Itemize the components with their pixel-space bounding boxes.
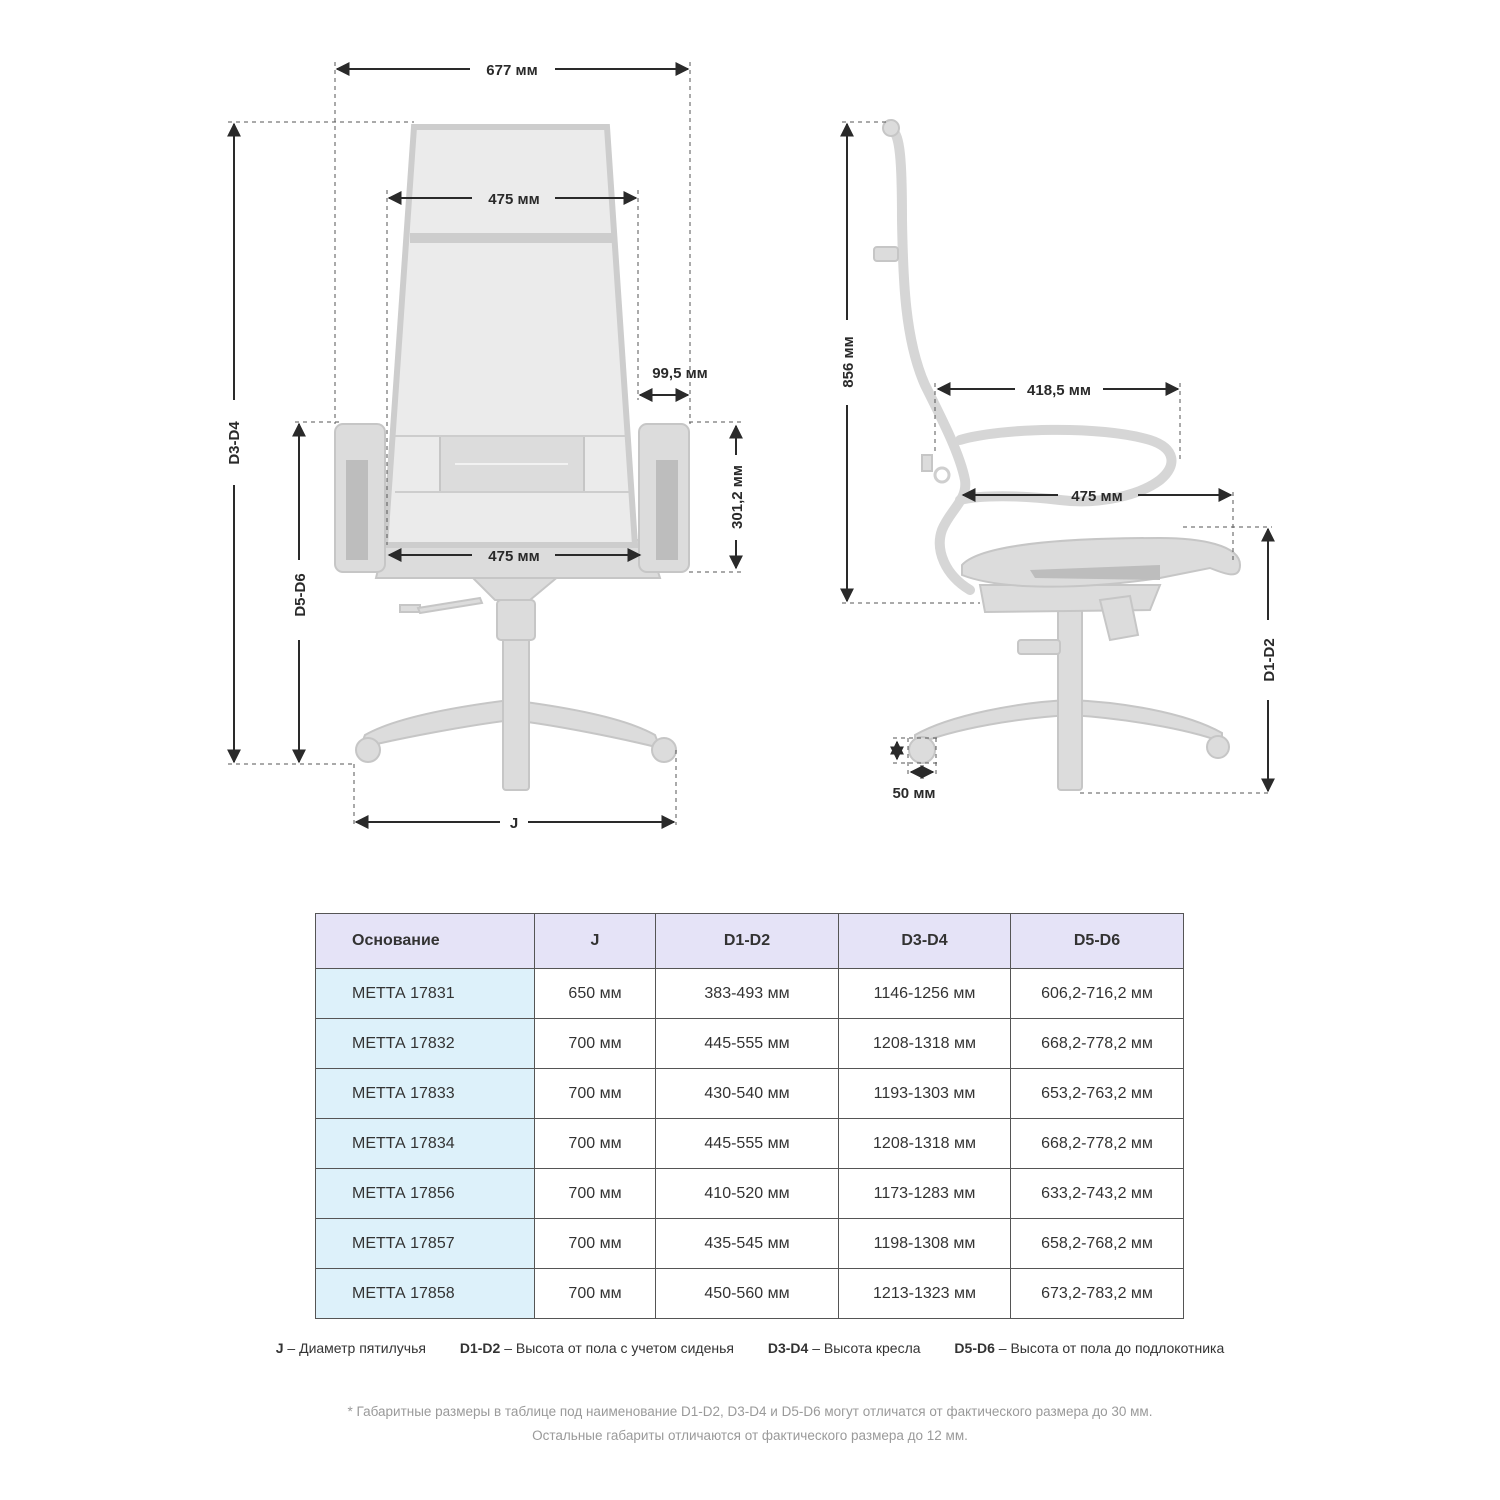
header-j: J	[535, 914, 656, 969]
cell-base: МЕТТА 17858	[316, 1269, 535, 1319]
cell-d3-d4: 1146-1256 мм	[839, 969, 1011, 1019]
cell-base: МЕТТА 17831	[316, 969, 535, 1019]
wheel-size-label: 50 мм	[892, 785, 936, 802]
legend-key: J	[275, 1340, 284, 1356]
seat-floor-label: D1-D2	[1261, 638, 1278, 682]
cell-d1-d2: 445-555 мм	[656, 1019, 839, 1069]
cell-d3-d4: 1198-1308 мм	[839, 1219, 1011, 1269]
cell-d3-d4: 1208-1318 мм	[839, 1019, 1011, 1069]
table-row	[316, 1269, 1184, 1319]
overall-width-label: 677 мм	[486, 62, 538, 79]
legend-text: – Диаметр пятилучья	[283, 1340, 426, 1356]
side-dimension-back-height	[840, 124, 857, 601]
armrest-width-label: 99,5 мм	[652, 365, 708, 382]
footnotes	[0, 1400, 1500, 1448]
cell-d5-d6: 653,2-763,2 мм	[1011, 1069, 1184, 1119]
cell-base: МЕТТА 17856	[316, 1169, 535, 1219]
cell-j: 650 мм	[535, 969, 656, 1019]
dimensions-table	[315, 913, 1184, 1319]
cell-base: МЕТТА 17832	[316, 1019, 535, 1069]
footnote-line-1: * Габаритные размеры в таблице под наименование D1-D2, D3-D4 и D5-D6 могут отличатся от фактического размера до 30 мм.	[347, 1404, 1153, 1419]
front-dimension-armrest-floor	[292, 424, 309, 762]
header-base: Основание	[316, 914, 535, 969]
legend-text: – Высота кресла	[808, 1340, 921, 1356]
table-row	[316, 1069, 1184, 1119]
table-row	[316, 1019, 1184, 1069]
table-row	[316, 1169, 1184, 1219]
side-view-chair	[874, 120, 1240, 790]
cell-j: 700 мм	[535, 1219, 656, 1269]
side-dimension-seat-floor	[1261, 529, 1278, 791]
total-height-label: D3-D4	[226, 421, 243, 465]
front-dimension-armrest-height	[729, 426, 746, 568]
table-header-row	[316, 914, 1184, 969]
cell-d5-d6: 673,2-783,2 мм	[1011, 1269, 1184, 1319]
cell-j: 700 мм	[535, 1019, 656, 1069]
cell-d5-d6: 668,2-778,2 мм	[1011, 1119, 1184, 1169]
table-row	[316, 969, 1184, 1019]
table-row	[316, 1219, 1184, 1269]
cell-d3-d4: 1173-1283 мм	[839, 1169, 1011, 1219]
footnote-line-2: Остальные габариты отличаются от фактического размера до 12 мм.	[532, 1428, 968, 1443]
cell-d1-d2: 450-560 мм	[656, 1269, 839, 1319]
table-row	[316, 1119, 1184, 1169]
base-label: J	[509, 815, 519, 832]
cell-d1-d2: 383-493 мм	[656, 969, 839, 1019]
legend-text: – Высота от пола с учетом сиденья	[500, 1340, 734, 1356]
legend-item-d5-d6	[954, 1340, 1224, 1356]
cell-d1-d2: 410-520 мм	[656, 1169, 839, 1219]
cell-d3-d4: 1213-1323 мм	[839, 1269, 1011, 1319]
seat-depth-label: 418,5 мм	[1027, 382, 1091, 399]
back-height-label: 856 мм	[840, 336, 857, 388]
cell-d1-d2: 445-555 мм	[656, 1119, 839, 1169]
legend-item-d1-d2	[460, 1340, 734, 1356]
cell-j: 700 мм	[535, 1169, 656, 1219]
legend-item-d3-d4	[768, 1340, 921, 1356]
cell-d3-d4: 1193-1303 мм	[839, 1069, 1011, 1119]
cell-d5-d6: 668,2-778,2 мм	[1011, 1019, 1184, 1069]
front-dimension-base	[356, 815, 674, 832]
cell-d5-d6: 658,2-768,2 мм	[1011, 1219, 1184, 1269]
side-dimension-seat-depth	[938, 382, 1178, 399]
cell-d1-d2: 435-545 мм	[656, 1219, 839, 1269]
cell-base: МЕТТА 17833	[316, 1069, 535, 1119]
header-d5-d6: D5-D6	[1011, 914, 1184, 969]
legend-text: – Высота от пола до подлокотника	[994, 1340, 1225, 1356]
front-view-chair	[335, 127, 689, 790]
armrest-height-label: 301,2 мм	[729, 465, 746, 529]
front-dimension-total-height	[226, 124, 243, 762]
cell-d5-d6: 633,2-743,2 мм	[1011, 1169, 1184, 1219]
cell-j: 700 мм	[535, 1119, 656, 1169]
legend-item-j	[276, 1340, 426, 1356]
front-dimension-overall-width	[337, 62, 688, 79]
header-d1-d2: D1-D2	[656, 914, 839, 969]
cell-j: 700 мм	[535, 1269, 656, 1319]
cell-d5-d6: 606,2-716,2 мм	[1011, 969, 1184, 1019]
seat-width-label: 475 мм	[488, 548, 540, 565]
armrest-floor-label: D5-D6	[292, 573, 309, 617]
legend-key: D1-D2	[459, 1340, 501, 1356]
cell-j: 700 мм	[535, 1069, 656, 1119]
cell-base: МЕТТА 17857	[316, 1219, 535, 1269]
cell-base: МЕТТА 17834	[316, 1119, 535, 1169]
backrest-width-label: 475 мм	[488, 191, 540, 208]
legend	[0, 1340, 1500, 1356]
cell-d1-d2: 430-540 мм	[656, 1069, 839, 1119]
front-dimension-armrest-width	[640, 365, 708, 395]
legend-key: D3-D4	[767, 1340, 809, 1356]
seat-depth-full-label: 475 мм	[1071, 488, 1123, 505]
header-d3-d4: D3-D4	[839, 914, 1011, 969]
cell-d3-d4: 1208-1318 мм	[839, 1119, 1011, 1169]
legend-key: D5-D6	[954, 1340, 995, 1356]
